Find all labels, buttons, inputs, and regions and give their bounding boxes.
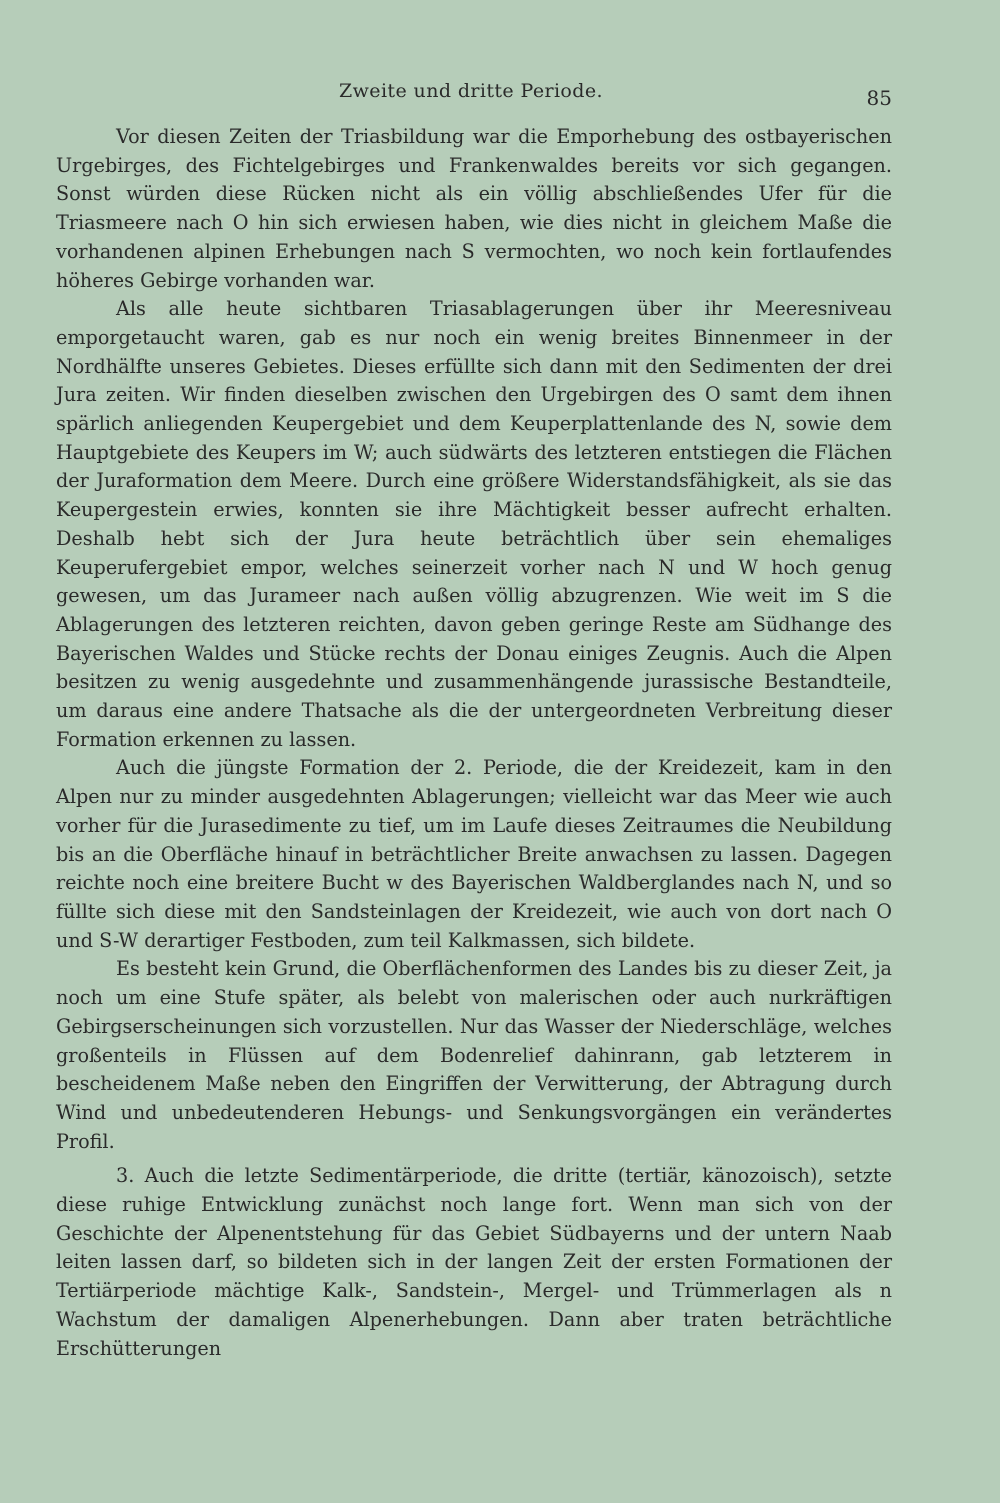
paragraph: Auch die jüngste Formation der 2. Periode, die der Kreidezeit, kam in den Alpen nur zu minder ausgedehnten Ablagerungen; vielleicht war das Meer wie auch vorher für die Jurasedimente zu tief, um im Laufe dieses Zeitraumes die Neubildung bis an die Oberfläche hinauf in beträchtlicher Breite anwachsen zu lassen. Dagegen reichte noch eine breitere Bucht w des Bayerischen Waldberglandes nach N, und so füllte sich diese mit den Sandsteinlagen der Kreidezeit, wie auch von dort nach O und S-W derartiger Festboden, zum teil Kalkmassen, sich bildete. xyxy=(56,756,892,952)
running-title: Zweite und dritte Periode. xyxy=(339,80,603,102)
page-number: 85 xyxy=(866,86,892,110)
paragraph: Vor diesen Zeiten der Triasbildung war die Emporhebung des ostbayerischen Urgebirges, des Fichtelgebirges und Frankenwaldes bereits vor sich gegangen. Sonst würden diese Rücken nicht als ein völlig abschließendes Ufer für die Triasmeere nach O hin sich erwiesen haben, wie dies nicht in gleichem Maße die vorhandenen alpinen Erhebungen nach S vermochten, wo noch kein fortlaufendes höheres Gebirge vorhanden war. xyxy=(56,125,892,292)
body-text xyxy=(56,123,892,1363)
paragraph: 3. Auch die letzte Sedimentärperiode, die dritte (tertiär, känozoisch), setzte diese ruhige Entwicklung zunächst noch lange fort. Wenn man sich von der Geschichte der Alpenentstehung für das Gebiet Südbayerns und der untern Naab leiten lassen darf, so bildeten sich in der langen Zeit der ersten Formationen der Tertiärperiode mächtige Kalk-, Sandstein-, Mergel- und Trümmerlagen als n Wachstum der damaligen Alpenerhebungen. Dann aber traten beträchtliche Erschütterungen xyxy=(56,1164,892,1360)
paragraph: Als alle heute sichtbaren Triasablagerungen über ihr Meeresniveau emporgetaucht waren, gab es nur noch ein wenig breites Binnenmeer in der Nordhälfte unseres Gebietes. Dieses erfüllte sich dann mit den Sedimenten der drei Jura zeiten. Wir finden dieselben zwischen den Urgebirgen des O samt dem ihnen spärlich anliegenden Keupergebiet und dem Keuperplattenlande des N, sowie dem Hauptgebiete des Keupers im W; auch südwärts des letzteren entstiegen die Flächen der Juraformation dem Meere. Durch eine größere Widerstandsfähigkeit, als sie das Keupergestein erwies, konnten sie ihre Mächtigkeit besser aufrecht erhalten. Deshalb hebt sich der Jura heute beträchtlich über sein ehemaliges Keuperufergebiet empor, welches seinerzeit vorher nach N und W hoch genug gewesen, um das Jurameer nach außen völlig abzugrenzen. Wie weit im S die Ablagerungen des letzteren reichten, davon geben geringe Reste am Südhange des Bayerischen Waldes und Stücke rechts der Donau einiges Zeugnis. Auch die Alpen besitzen zu wenig ausgedehnte und zusammenhängende jurassische Bestandteile, um daraus eine andere Thatsache als die der untergeordneten Verbreitung dieser Formation erkennen zu lassen. xyxy=(56,297,892,751)
paragraph: Es besteht kein Grund, die Oberflächenformen des Landes bis zu dieser Zeit, ja noch um eine Stufe später, als belebt von malerischen oder auch nurkräftigen Gebirgserscheinungen sich vorzustellen. Nur das Wasser der Niederschläge, welches großenteils in Flüssen auf dem Bodenrelief dahinrann, gab letzterem in bescheidenem Maße neben den Eingriffen der Verwitterung, der Abtragung durch Wind und unbedeutenderen Hebungs- und Senkungsvorgängen ein verändertes Profil. xyxy=(56,957,892,1153)
